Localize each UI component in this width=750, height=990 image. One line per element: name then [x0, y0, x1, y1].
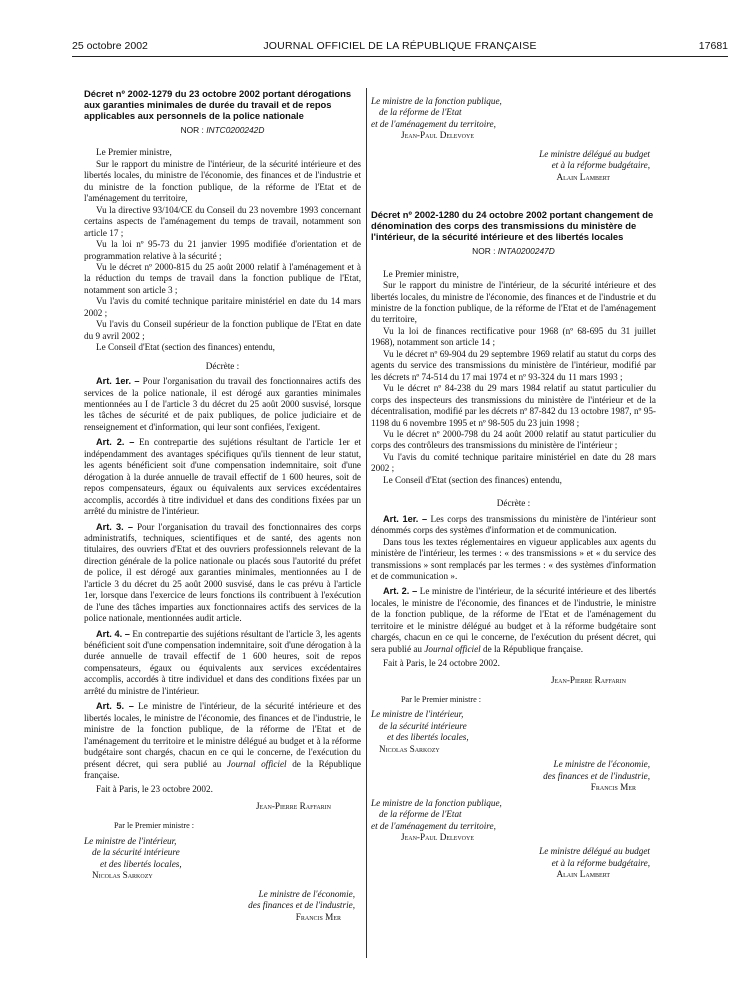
- article-label: Art. 4. –: [96, 628, 130, 639]
- minister-title: de la réforme de l'Etat: [379, 809, 462, 820]
- nor-code: INTA0200247D: [497, 246, 555, 257]
- paragraph: Vu le décret nº 84-238 du 29 mars 1984 relatif au statut particulier du corps des inspecteurs des transmissions du ministère de l'intérieur et de la décentralisation, modifié par les décrets nº 87-842 du 13 octobre 1987, nº 95-1198 du 6 novembre 1995 et nº 98-505 du 23 juin 1998 ;: [371, 383, 656, 428]
- minister-name: Alain Lambert: [556, 171, 610, 182]
- minister-name: Nicolas Sarkozy: [379, 743, 440, 754]
- article-label: Art. 5. –: [96, 701, 134, 712]
- minister-title: Le ministre de l'économie,: [258, 888, 355, 899]
- paragraph: Dans tous les textes réglementaires en vigueur applicables aux agents du ministère de l'intérieur, les termes : « des transmissions » et « du service des transmissions » sont remplacés par les termes : « des systèmes d'information et de communication ».: [371, 536, 656, 581]
- minister-title: Le ministre de l'intérieur,: [371, 709, 464, 720]
- header-date: 25 octobre 2002: [72, 40, 148, 52]
- article-3: [84, 522, 361, 625]
- minister-title: et à la réforme budgétaire,: [551, 857, 650, 868]
- article-label: Art. 2. –: [383, 586, 418, 597]
- article-5: [84, 701, 361, 781]
- running-header: [72, 40, 728, 57]
- journal-title: JOURNAL OFFICIEL DE LA RÉPUBLIQUE FRANÇAISE: [263, 40, 537, 52]
- article-2: [84, 437, 361, 517]
- paragraph: Sur le rapport du ministre de l'intérieur, de la sécurité intérieure et des libertés locales, du ministre de l'économie, des finances et de l'industrie et du ministre de la fonction publique, de la réforme de l'Etat et de l'aménagement du territoire,: [371, 280, 656, 325]
- minister-name: Francis Mer: [590, 782, 636, 793]
- par-premier-ministre: Par le Premier ministre :: [114, 821, 195, 831]
- minister-title: et de l'aménagement du territoire,: [371, 820, 496, 831]
- signature-fonction-publique: [371, 96, 656, 142]
- minister-title: Le ministre délégué au budget: [539, 148, 650, 159]
- minister-title: et de l'aménagement du territoire,: [371, 118, 496, 129]
- paragraph: Vu l'avis du comité technique paritaire ministériel en date du 14 mars 2002 ;: [84, 296, 361, 318]
- nor-reference: [84, 125, 361, 136]
- minister-title: de la sécurité intérieure: [379, 720, 467, 731]
- paragraph: Le Premier ministre,: [383, 268, 459, 279]
- nor-code: INTC0200242D: [206, 125, 265, 135]
- minister-title: et des libertés locales,: [387, 732, 469, 743]
- paragraph: Vu la loi de finances rectificative pour 1968 (nº 68-695 du 31 juillet 1968), notamment son article 14 ;: [371, 325, 656, 348]
- minister-title: de la sécurité intérieure: [92, 847, 180, 858]
- article-1: [84, 376, 361, 433]
- paragraph: Le Conseil d'Etat (section des finances) entendu,: [96, 342, 275, 353]
- article-text: En contrepartie des sujétions résultant de l'article 3, les agents bénéficient soit d'une compensation indemnitaire, soit d'une dérogation à la durée annuelle de travail effectif de 1 600 heures, soit de repos compensateurs, égaux ou équivalents aux services excédentaires accomplis, accordés à titre individuel et dans des conditions fixées par un arrêté du ministre de l'intérieur.: [84, 628, 361, 696]
- signature-fonction-publique: [371, 798, 656, 844]
- decree-title: Décret nº 2002-1280 du 24 octobre 2002 portant changement de dénomination des corps des transmissions du ministère de l'intérieur, de la sécurité intérieure et des libertés locales: [371, 209, 654, 243]
- article-text: Pour l'organisation du travail des fonctionnaires des corps administratifs, techniques, scientifiques et de santé, des agents non titulaires, des ouvriers d'Etat et des ouvriers professionnels relevant de la direction générale de la police nationale ou placés sous l'autorité du préfet de police, il est dérogé aux garanties minimales, mentionnées au I de l'article 3 du décret du 25 août 2000 susvisé, dans le cas prévu à l'article 1er, lorsque dans l'exercice de leurs fonctions ils contribuent à l'exécution de l'une des tâches imparties aux fonctionnaires actifs des services de la police nationale, mentionnées audit article.: [84, 521, 361, 624]
- prime-minister-signature: Jean-Pierre Raffarin: [550, 674, 626, 685]
- minister-name: Jean-Paul Delevoye: [401, 130, 474, 141]
- article-text: Le ministre de l'intérieur, de la sécurité intérieure et des libertés locales, le ministre de l'économie, des finances et de l'industrie, le ministre de la fonction publique, de la réforme de l'Etat et de l'aménagement du territoire et le ministre délégué au budget et à la réforme budgétaire sont chargés, chacun en ce qui le concerne, de l'exécution du présent décret, qui sera publié au: [84, 701, 361, 769]
- signature-interior: [371, 709, 656, 755]
- decrete-heading: Décrète :: [496, 498, 531, 509]
- minister-title: Le ministre de l'intérieur,: [84, 835, 177, 846]
- decree-title: Décret nº 2002-1279 du 23 octobre 2002 portant dérogations aux garanties minimales de durée du travail et de repos applicables aux personnels de la police nationale: [84, 88, 352, 121]
- signature-date: Fait à Paris, le 23 octobre 2002.: [96, 784, 213, 795]
- article-4: [84, 629, 361, 698]
- signature-economy: [371, 759, 656, 793]
- nor-label: NOR :: [472, 246, 498, 257]
- column-divider: [366, 88, 367, 958]
- paragraph: Vu la loi nº 95-73 du 21 janvier 1995 modifiée d'orientation et de programmation relative à la sécurité ;: [84, 239, 361, 261]
- journal-officiel: Journal officiel: [226, 758, 287, 769]
- article-text: Le ministre de l'intérieur, de la sécurité intérieure et des libertés locales, le ministre de l'économie, des finances et de l'industrie, le ministre de la fonction publique, de la réforme de l'Etat et de l'aménagement du territoire et le ministre délégué au budget et à la réforme budgétaire sont chargés, chacun en ce qui le concerne, de l'exécution du présent décret, qui sera publié au: [371, 586, 657, 654]
- signature-date: Fait à Paris, le 24 octobre 2002.: [383, 658, 500, 669]
- article-label: Art. 2. –: [96, 437, 135, 448]
- minister-title: Le ministre de l'économie,: [553, 759, 650, 770]
- minister-name: Jean-Paul Delevoye: [401, 832, 474, 843]
- paragraph: Sur le rapport du ministre de l'intérieur, de la sécurité intérieure et des libertés locales, du ministre de l'économie, des finances et de l'industrie et du ministre de la fonction publique, de la réforme de l'Etat et de l'aménagement du territoire,: [84, 158, 361, 204]
- minister-name: Nicolas Sarkozy: [92, 870, 153, 881]
- paragraph: Vu la directive 93/104/CE du Conseil du 23 novembre 1993 concernant certains aspects de l'aménagement du temps de travail, notamment son article 17 ;: [84, 204, 361, 238]
- prime-minister-signature: Jean-Pierre Raffarin: [255, 800, 331, 811]
- right-column: [371, 96, 656, 881]
- decrete-heading: Décrète :: [205, 360, 240, 371]
- minister-title: et des libertés locales,: [100, 858, 182, 869]
- minister-name: Francis Mer: [295, 911, 341, 922]
- signature-economy: [84, 889, 361, 923]
- article-text: En contrepartie des sujétions résultant de l'article 1er et indépendamment des avantages spécifiques qu'ils tiennent de leur statut, les agents bénéficient soit d'une compensation indemnitaire, soit d'une dérogation à la durée annuelle de travail effectif de 1 600 heures, soit de repos compensateurs, égaux ou équivalents aux services excédentaires accomplis, accordés à titre individuel et dans des conditions fixées par un arrêté du ministre de l'intérieur.: [84, 437, 361, 517]
- paragraph: Vu l'avis du comité technique paritaire ministériel en date du 28 mars 2002 ;: [371, 451, 656, 474]
- nor-reference: [371, 246, 656, 257]
- article-text: de la République française.: [480, 643, 584, 654]
- minister-title: des finances et de l'industrie,: [248, 900, 355, 911]
- paragraph: Vu l'avis du Conseil supérieur de la fonction publique de l'Etat en date du 9 avril 2002 ;: [84, 319, 361, 341]
- paragraph: Le Premier ministre,: [96, 147, 172, 158]
- minister-title: Le ministre de la fonction publique,: [371, 96, 502, 106]
- article-2: [371, 586, 656, 655]
- minister-title: de la réforme de l'Etat: [379, 107, 462, 118]
- minister-title: des finances et de l'industrie,: [543, 770, 650, 781]
- paragraph: Le Conseil d'Etat (section des finances) entendu,: [383, 474, 562, 485]
- article-text: Pour l'organisation du travail des fonctionnaires actifs des services de la police nationale, il est dérogé aux garanties minimales mentionnées au I de l'article 3 du décret du 25 août 2000 susvisé, lorsque les tâches de sécurité et de paix publiques, de police judiciaire et de renseignement et d'information, qui leur sont confiées, l'exigent.: [84, 376, 361, 432]
- article-label: Art. 3. –: [96, 521, 133, 532]
- article-1: [371, 514, 656, 537]
- journal-officiel: Journal officiel: [424, 643, 481, 654]
- minister-title: Le ministre de la fonction publique,: [371, 797, 502, 808]
- signature-interior: [84, 836, 361, 882]
- minister-title: Le ministre délégué au budget: [539, 846, 650, 857]
- par-premier-ministre: Par le Premier ministre :: [401, 695, 482, 705]
- signature-budget: [371, 846, 656, 880]
- article-label: Art. 1er. –: [96, 376, 140, 387]
- article-text: de la République française.: [84, 758, 362, 781]
- article-label: Art. 1er. –: [383, 513, 428, 524]
- article-text: Les corps des transmissions du ministère de l'intérieur sont dénommés corps des systèmes d'information et de communication.: [371, 513, 656, 536]
- paragraph: Vu le décret nº 69-904 du 29 septembre 1969 relatif au statut du corps des agents du service des transmissions du ministère de l'intérieur, modifié par les décrets nº 74-514 du 17 mai 1974 et nº 93-324 du 11 mars 1993 ;: [371, 348, 656, 382]
- minister-name: Alain Lambert: [556, 869, 610, 880]
- minister-title: et à la réforme budgétaire,: [551, 160, 650, 171]
- paragraph: Vu le décret nº 2000-798 du 24 août 2000 relatif au statut particulier du corps des contrôleurs des transmissions du ministère de l'intérieur ;: [371, 428, 656, 451]
- paragraph: Vu le décret nº 2000-815 du 25 août 2000 relatif à l'aménagement et à la réduction du temps de travail dans la fonction publique de l'Etat, notamment son article 3 ;: [84, 261, 361, 295]
- page-number: 17681: [698, 40, 728, 52]
- nor-label: NOR :: [180, 125, 207, 135]
- left-column: [84, 88, 361, 923]
- signature-budget: [371, 149, 656, 183]
